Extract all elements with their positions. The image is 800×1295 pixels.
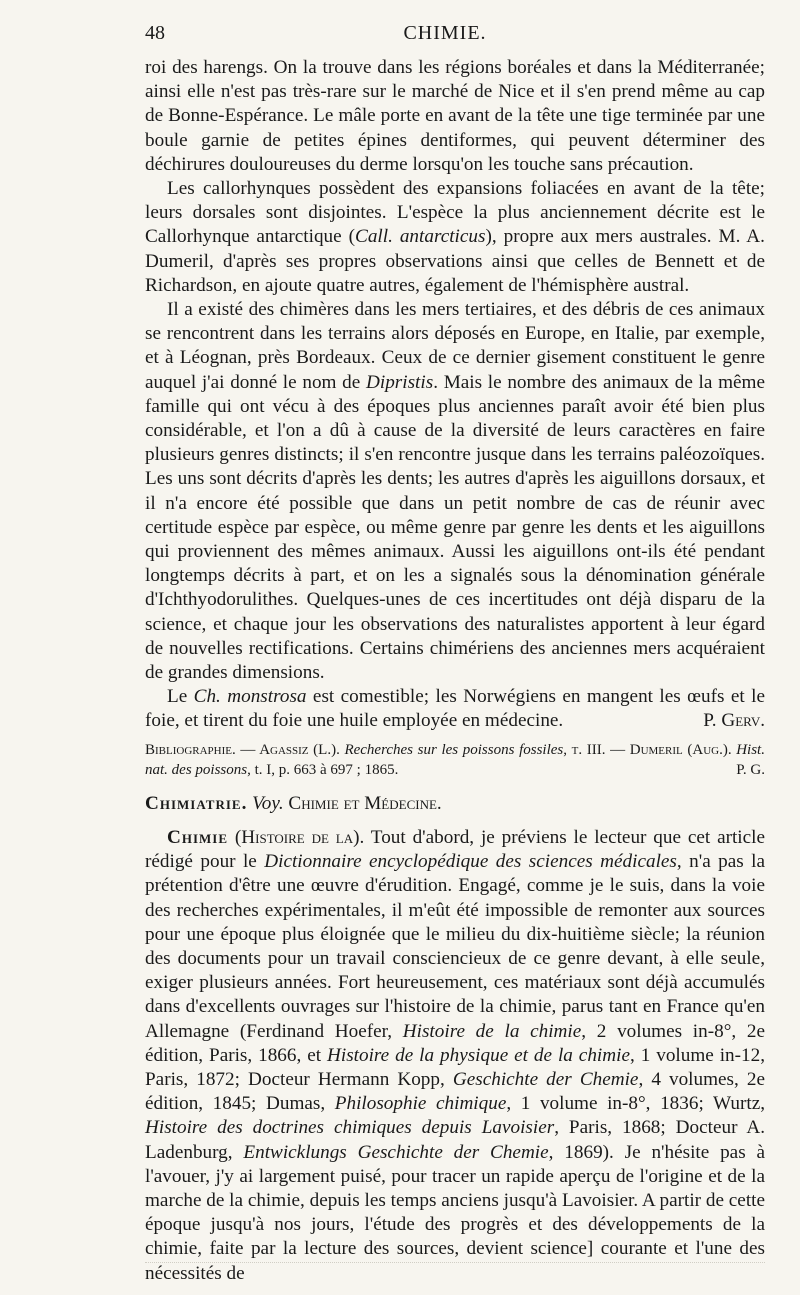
paragraph-1: roi des harengs. On la trouve dans les régions boréales et dans la Méditerranée; ainsi elle n'est pas très-rare sur le marché de Nice et il s'en prend même au cap de Bonne-Espérance. Le mâle porte en avant de la tête une tige terminée par une boule garnie de petites épines dentiformes, qui peuvent déterminer des déchirures douloureuses du derme lorsqu'on les touche sans précaution. (145, 57, 765, 175)
species-name: Ch. monstrosa (193, 686, 307, 708)
text-run: , 1 volume in-8°, 1836; Wurtz, (506, 1093, 766, 1115)
text-run: Le (167, 686, 194, 708)
page-bottom-rule (145, 1262, 765, 1263)
reference-target: Chimie et Médecine. (288, 792, 442, 814)
text-run: ), propre aux mers australes. M. A. Dumeril, d'après ses propres observations ainsi que celles de Bennett et de Richardson, en ajoute quatre autres, également de l'hémisphère austral. (145, 226, 765, 296)
work-title: Dictionnaire encyclopédique des sciences médicales (264, 851, 677, 873)
bibliography (145, 740, 765, 780)
text-run: , t. III. — Dumeril (Aug.). (563, 741, 737, 758)
text-run: , n'a pas la prétention d'être une œuvre d'érudition. Engagé, comme je le suis, dans la voie des recherches expérimentales, il m'eût été impossible de remonter aux sources pour une époque plus éloignée que le milieu du dix-huitième siècle; la réunion des documents pour un travail consciencieux de ce genre devant, à elle seule, exiger plusieurs années. Fort heureusement, ces matériaux sont déjà accumulés dans d'excellents ouvrages sur l'histoire de la chimie, parus tant en France qu'en Allemagne (Ferdinand Hoefer, (145, 851, 765, 1042)
species-name: Call. antarcticus (355, 226, 486, 248)
text-run: Tout d'abord, je préviens le lecteur que cet article rédigé pour le (145, 826, 765, 873)
paragraph-4 (145, 685, 765, 733)
page-header (145, 22, 745, 48)
entry-chimie (145, 826, 765, 1286)
work-title: Hist. nat. des poissons (145, 741, 765, 778)
text-run: Les callorhynques possèdent des expansions foliacées en avant de la tête; leurs dorsales sont disjointes. L'espèce la plus anciennement décrite est le Callorhynque antarctique ( (145, 178, 765, 248)
paragraph-2 (145, 177, 765, 298)
running-title: CHIMIE. (403, 22, 487, 44)
work-title: Histoire des doctrines chimiques depuis Lavoisier (145, 1117, 555, 1139)
text-run: est comestible; les Norwégiens en mangent les œufs et le foie, et tirent du foie une huile employée en médecine. (145, 686, 765, 732)
entry-subtitle: (Histoire de la). (234, 826, 365, 848)
author-signature: P. Gerv. (703, 710, 765, 732)
work-title: Histoire de la physique et de la chimie (327, 1044, 630, 1066)
work-title: Philosophie chimique (334, 1093, 507, 1115)
entry-headword: Chimiatrie. (145, 792, 248, 814)
text-run: , Paris, 1868; Docteur A. Ladenburg, (145, 1117, 765, 1163)
genus-name: Dipristis (366, 371, 434, 393)
work-title: Recherches sur les poissons fossiles (344, 741, 564, 758)
work-title: Entwicklungs Geschichte der Chemie (243, 1141, 549, 1163)
page-body (145, 56, 765, 1286)
cross-reference (145, 792, 765, 816)
text-run: . Mais le nombre des animaux de la même famille qui ont vécu à des époques plus anciennes paraît avoir été bien plus considérable, et l'on a dû à cause de la diversité de leurs caractères en faire plusieurs genres distincts; il s'en rencontre jusque dans les terrains paléozoïques. Les uns sont décrits d'après les dents; les autres d'après les aiguillons dorsaux, et il n'a encore été possible que dans un petit nombre de cas de réunir avec certitude espèce par espèce, ou même genre par genre les dents et les aiguillons qui proviennent des mêmes animaux. Aussi les aiguillons ont-ils été pendant longtemps décrits à part, et on les a signalés sous la dénomination générale d'Ichthyodorulithes. Quelques-unes de ces incertitudes ont déjà disparu de la science, et chaque jour les observations des naturalistes apportent à leur égard de nouvelles rectifications. Certains chimériens des anciennes mers acquéraient de grandes dimensions. (145, 371, 765, 684)
entry-headword: Chimie (167, 826, 229, 848)
bibliography-label: Bibliographie. (145, 741, 236, 758)
text-run: Il a existé des chimères dans les mers tertiaires, et des débris de ces animaux se rencontrent dans les terrains alors déposés en Europe, en Italie, par exemple, et à Léognan, près Bordeaux. Ceux de ce dernier gisement constituent le genre auquel j'ai donné le nom de (145, 299, 765, 393)
page-number: 48 (145, 22, 165, 44)
text-run: — Agassiz (L.). (235, 741, 345, 758)
text-run: , 2 volumes in-8°, 2e édition, Paris, 1866, et (145, 1020, 765, 1066)
text-run: , 4 volumes, 2e édition, 1845; Dumas, (145, 1068, 765, 1115)
text-run: , t. I, p. 663 à 697 ; 1865. (247, 761, 399, 778)
work-title: Histoire de la chimie (402, 1020, 582, 1042)
see-label: Voy. (252, 792, 284, 814)
work-title: Geschichte der Chemie (452, 1068, 639, 1090)
bibliography-signature: P. G. (736, 761, 765, 778)
text-run: , 1 volume in-12, Paris, 1872; Docteur Hermann Kopp, (145, 1044, 766, 1090)
paragraph-3 (145, 298, 765, 685)
text-run: , 1869). Je n'hésite pas à l'avouer, j'y ai largement puisé, pour tracer un rapide aperçu de l'origine et de la marche de la chimie, depuis les temps anciens jusqu'à Lavoisier. A partir de cette époque jusqu'à nos jours, l'étude des progrès et des développements de la chimie, faite par la lecture des sources, devient science] courante et l'une des nécessités de (145, 1141, 766, 1284)
